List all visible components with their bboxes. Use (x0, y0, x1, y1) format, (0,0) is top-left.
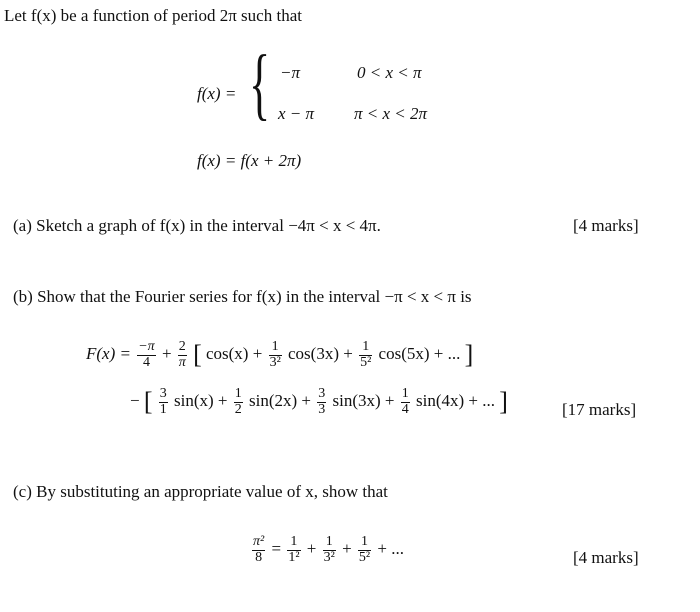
cos-5x-term: cos(5x) + ... (378, 344, 461, 364)
part-c-marks: [4 marks] (573, 548, 639, 567)
fraction-3-over-1: $\frac{3}{1}$ (159, 386, 167, 417)
part-a-marks: [4 marks] (573, 216, 639, 235)
part-a-text: (a) Sketch a graph of f(x) in the interval −4π < x < 4π. (13, 216, 381, 235)
close-bracket-2: ] (499, 387, 508, 417)
fraction-1-over-2: $\frac{1}{2}$ (234, 386, 242, 417)
close-bracket: ] (464, 340, 474, 370)
sin-4x-term: sin(4x) + ... (416, 391, 496, 411)
fraction-1-over-4: $\frac{1}{4}$ (401, 386, 409, 417)
cos-x-term: cos(x) + (205, 344, 263, 364)
basel-type-equation: $\frac{\text{π²}}{8}$ = $\frac{1}{\text{1²}}$ + $\frac{1}{\text{3²}}$ + $\frac{1}{\text{5²}}$ + ... (253, 534, 404, 565)
open-bracket: [ (193, 340, 202, 370)
minus-sign: − (130, 391, 140, 411)
sin-3x-term: sin(3x) + (332, 391, 395, 411)
cos-3x-term: cos(3x) + (288, 344, 353, 364)
fourier-series-line-2 (130, 387, 508, 417)
left-brace: { (249, 40, 271, 128)
fraction-1-over-1-squared: $\frac{1}{\text{1²}}$ (288, 534, 300, 565)
open-bracket-2: [ (143, 387, 153, 417)
fraction-3-over-3: $\frac{3}{3}$ (318, 386, 326, 417)
case1-expression: −π (280, 63, 300, 82)
definition-lhs: f(x) = (197, 84, 237, 103)
fraction-pi-squared-over-8: $\frac{\text{π²}}{8}$ (253, 534, 265, 565)
fraction-1-over-3-squared: $\frac{1}{\text{3²}}$ (269, 339, 281, 370)
sin-2x-term: sin(2x) + (249, 391, 312, 411)
case1-condition: 0 < x < π (357, 63, 422, 82)
equals-sign: = (271, 539, 282, 559)
fraction-2-over-pi: $\frac{2}{\pi}$ (178, 339, 186, 370)
periodicity-equation: f(x) = f(x + 2π) (197, 151, 302, 170)
fraction-minus-pi-over-4: $\frac{-\pi}{4}$ (138, 339, 155, 370)
sin-x-term: sin(x) + (174, 391, 228, 411)
fraction-1-over-5-squared: $\frac{1}{\text{5²}}$ (360, 339, 372, 370)
case2-expression: x − π (278, 104, 315, 123)
series-tail: + ... (377, 539, 404, 559)
part-b-marks: [17 marks] (562, 400, 637, 419)
fourier-lhs: F(x) = (86, 344, 131, 364)
part-b-text: (b) Show that the Fourier series for f(x) in the interval −π < x < π is (13, 287, 472, 306)
intro-text: Let f(x) be a function of period 2π such that (4, 6, 302, 25)
fraction-1-over-5-squared-c: $\frac{1}{\text{5²}}$ (358, 534, 371, 565)
fraction-1-over-3-squared-c: $\frac{1}{\text{3²}}$ (323, 534, 335, 565)
fourier-series-line-1 (86, 340, 473, 370)
case2-condition: π < x < 2π (354, 104, 428, 123)
plus-sign: + (161, 344, 172, 364)
part-c-text: (c) By substituting an appropriate value of x, show that (13, 482, 388, 501)
